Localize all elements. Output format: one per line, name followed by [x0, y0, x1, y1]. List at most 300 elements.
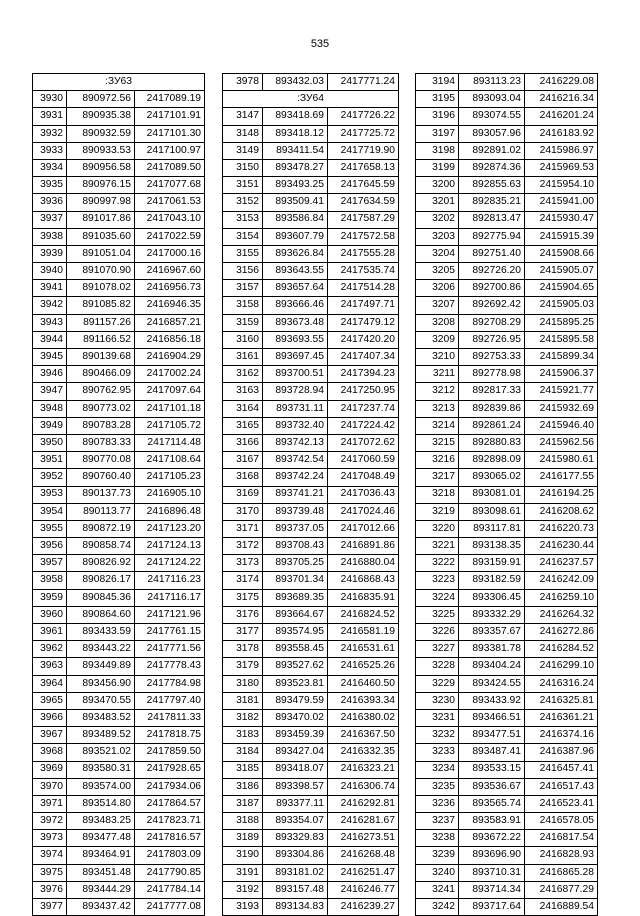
point-number-cell: 3966 [33, 709, 67, 726]
table-row [416, 881, 598, 898]
x-coordinate-cell: 893574.95 [263, 624, 328, 641]
point-number-cell: 3170 [223, 503, 263, 520]
point-number-cell: 3165 [223, 417, 263, 434]
x-coordinate-cell: 893470.02 [263, 709, 328, 726]
x-coordinate-cell: 893377.11 [263, 795, 328, 812]
table-row [223, 452, 399, 469]
y-coordinate-cell: 2417108.64 [135, 452, 205, 469]
point-number-cell: 3235 [416, 778, 459, 795]
x-coordinate-cell: 893477.51 [459, 727, 525, 744]
point-number-cell: 3176 [223, 606, 263, 623]
x-coordinate-cell: 893466.51 [459, 709, 525, 726]
x-coordinate-cell: 890113.77 [67, 503, 135, 520]
table-row [223, 744, 399, 761]
point-number-cell: 3938 [33, 228, 67, 245]
point-number-cell: 3963 [33, 658, 67, 675]
point-number-cell: 3959 [33, 589, 67, 606]
point-number-cell: 3970 [33, 778, 67, 795]
table-row [33, 606, 205, 623]
table-row [33, 383, 205, 400]
table-row [223, 383, 399, 400]
point-number-cell: 3202 [416, 211, 459, 228]
table-row [416, 297, 598, 314]
y-coordinate-cell: 2417816.57 [135, 830, 205, 847]
point-number-cell: 3209 [416, 331, 459, 348]
y-coordinate-cell: 2416460.50 [328, 675, 399, 692]
y-coordinate-cell: 2416268.48 [328, 847, 399, 864]
point-number-cell: 3237 [416, 813, 459, 830]
point-number-cell: 3951 [33, 452, 67, 469]
y-coordinate-cell: 2417479.12 [328, 314, 399, 331]
x-coordinate-cell: 891051.04 [67, 245, 135, 262]
y-coordinate-cell: 2417818.75 [135, 727, 205, 744]
x-coordinate-cell: 893451.48 [67, 864, 135, 881]
x-coordinate-cell: 893742.54 [263, 452, 328, 469]
x-coordinate-cell: 893705.25 [263, 555, 328, 572]
y-coordinate-cell: 2417089.19 [135, 91, 205, 108]
y-coordinate-cell: 2416259.10 [525, 589, 598, 606]
table-row [223, 572, 399, 589]
point-number-cell: 3196 [416, 108, 459, 125]
table-row [223, 692, 399, 709]
x-coordinate-cell: 893332.29 [459, 606, 525, 623]
point-number-cell: 3169 [223, 486, 263, 503]
y-coordinate-cell: 2417514.28 [328, 280, 399, 297]
table-row [416, 709, 598, 726]
table-row [33, 813, 205, 830]
table-row [223, 159, 399, 176]
y-coordinate-cell: 2417726.22 [328, 108, 399, 125]
point-number-cell: 3217 [416, 469, 459, 486]
y-coordinate-cell: 2417864.57 [135, 795, 205, 812]
table-row [33, 692, 205, 709]
table-row [223, 830, 399, 847]
y-coordinate-cell: 2417777.08 [135, 899, 205, 916]
point-number-cell: 3960 [33, 606, 67, 623]
y-coordinate-cell: 2417224.42 [328, 417, 399, 434]
y-coordinate-cell: 2415905.07 [525, 263, 598, 280]
y-coordinate-cell: 2416220.73 [525, 520, 598, 537]
table-row [223, 400, 399, 417]
table-row [223, 125, 399, 142]
y-coordinate-cell: 2415946.40 [525, 417, 598, 434]
y-coordinate-cell: 2417000.16 [135, 245, 205, 262]
table-row [416, 727, 598, 744]
y-coordinate-cell: 2416367.50 [328, 727, 399, 744]
point-number-cell: 3207 [416, 297, 459, 314]
x-coordinate-cell: 890935.38 [67, 108, 135, 125]
table-row [33, 864, 205, 881]
y-coordinate-cell: 2416273.51 [328, 830, 399, 847]
x-coordinate-cell: 891085.82 [67, 297, 135, 314]
point-number-cell: 3204 [416, 245, 459, 262]
point-number-cell: 3179 [223, 658, 263, 675]
table-row [416, 228, 598, 245]
table-row [223, 675, 399, 692]
y-coordinate-cell: 2417124.22 [135, 555, 205, 572]
table-row [223, 177, 399, 194]
x-coordinate-cell: 893113.23 [459, 74, 525, 91]
y-coordinate-cell: 2415899.34 [525, 349, 598, 366]
y-coordinate-cell: 2416967.60 [135, 263, 205, 280]
point-number-cell: 3946 [33, 366, 67, 383]
x-coordinate-cell: 891035.60 [67, 228, 135, 245]
table-row [33, 400, 205, 417]
point-number-cell: 3210 [416, 349, 459, 366]
coordinates-table-2 [222, 73, 399, 916]
y-coordinate-cell: 2416828.93 [525, 847, 598, 864]
y-coordinate-cell: 2416904.29 [135, 349, 205, 366]
x-coordinate-cell: 893696.90 [459, 847, 525, 864]
point-number-cell: 3239 [416, 847, 459, 864]
table-row [416, 589, 598, 606]
x-coordinate-cell: 892839.86 [459, 400, 525, 417]
x-coordinate-cell: 893159.91 [459, 555, 525, 572]
table-row [223, 899, 399, 916]
point-number-cell: 3198 [416, 142, 459, 159]
point-number-cell: 3977 [33, 899, 67, 916]
y-coordinate-cell: 2417043.10 [135, 211, 205, 228]
table-row [223, 366, 399, 383]
x-coordinate-cell: 893580.31 [67, 761, 135, 778]
table-row [33, 452, 205, 469]
point-number-cell: 3156 [223, 263, 263, 280]
point-number-cell: 3212 [416, 383, 459, 400]
y-coordinate-cell: 2417077.68 [135, 177, 205, 194]
table-row [416, 847, 598, 864]
x-coordinate-cell: 893742.24 [263, 469, 328, 486]
point-number-cell: 3180 [223, 675, 263, 692]
x-coordinate-cell: 893443.22 [67, 641, 135, 658]
point-number-cell: 3241 [416, 881, 459, 898]
y-coordinate-cell: 2417572.58 [328, 228, 399, 245]
table-row [223, 709, 399, 726]
y-coordinate-cell: 2416306.74 [328, 778, 399, 795]
point-number-cell: 3192 [223, 881, 263, 898]
y-coordinate-cell: 2416272.86 [525, 624, 598, 641]
table-row [416, 503, 598, 520]
x-coordinate-cell: 891017.86 [67, 211, 135, 228]
table-row [223, 538, 399, 555]
y-coordinate-cell: 2415941.00 [525, 194, 598, 211]
point-number-cell: 3972 [33, 813, 67, 830]
table-row [33, 280, 205, 297]
x-coordinate-cell: 893398.57 [263, 778, 328, 795]
x-coordinate-cell: 892751.40 [459, 245, 525, 262]
y-coordinate-cell: 2417394.23 [328, 366, 399, 383]
table-row [33, 434, 205, 451]
point-number-cell: 3940 [33, 263, 67, 280]
point-number-cell: 3944 [33, 331, 67, 348]
table-row [416, 417, 598, 434]
x-coordinate-cell: 893708.43 [263, 538, 328, 555]
table-row [33, 245, 205, 262]
table-row [223, 795, 399, 812]
x-coordinate-cell: 892775.94 [459, 228, 525, 245]
x-coordinate-cell: 893493.25 [263, 177, 328, 194]
x-coordinate-cell: 893487.41 [459, 744, 525, 761]
y-coordinate-cell: 2415906.37 [525, 366, 598, 383]
point-number-cell: 3230 [416, 692, 459, 709]
y-coordinate-cell: 2417797.40 [135, 692, 205, 709]
point-number-cell: 3181 [223, 692, 263, 709]
x-coordinate-cell: 890760.40 [67, 469, 135, 486]
point-number-cell: 3218 [416, 486, 459, 503]
y-coordinate-cell: 2417101.18 [135, 400, 205, 417]
y-coordinate-cell: 2416856.18 [135, 331, 205, 348]
x-coordinate-cell: 890972.56 [67, 91, 135, 108]
table-row [416, 778, 598, 795]
y-coordinate-cell: 2416523.41 [525, 795, 598, 812]
x-coordinate-cell: 892708.29 [459, 314, 525, 331]
point-number-cell: 3936 [33, 194, 67, 211]
y-coordinate-cell: 2416525.26 [328, 658, 399, 675]
y-coordinate-cell: 2415986.97 [525, 142, 598, 159]
table-row [416, 486, 598, 503]
table-row [223, 228, 399, 245]
table-row [33, 520, 205, 537]
table-row [416, 434, 598, 451]
point-number-cell: 3175 [223, 589, 263, 606]
x-coordinate-cell: 893470.55 [67, 692, 135, 709]
table-row [416, 572, 598, 589]
y-coordinate-cell: 2417587.29 [328, 211, 399, 228]
table-row [416, 74, 598, 91]
x-coordinate-cell: 893065.02 [459, 469, 525, 486]
point-number-cell: 3231 [416, 709, 459, 726]
point-number-cell: 3943 [33, 314, 67, 331]
point-number-cell: 3968 [33, 744, 67, 761]
table-row [33, 228, 205, 245]
y-coordinate-cell: 2417823.71 [135, 813, 205, 830]
point-number-cell: 3930 [33, 91, 67, 108]
y-coordinate-cell: 2415895.58 [525, 331, 598, 348]
coordinates-table-1 [32, 73, 205, 916]
point-number-cell: 3974 [33, 847, 67, 864]
point-number-cell: 3157 [223, 280, 263, 297]
table-row [33, 177, 205, 194]
y-coordinate-cell: 2417658.13 [328, 159, 399, 176]
point-number-cell: 3228 [416, 658, 459, 675]
y-coordinate-cell: 2416380.02 [328, 709, 399, 726]
point-number-cell: 3236 [416, 795, 459, 812]
x-coordinate-cell: 893664.67 [263, 606, 328, 623]
table-row [33, 624, 205, 641]
table-row [223, 555, 399, 572]
point-number-cell: 3150 [223, 159, 263, 176]
x-coordinate-cell: 890783.28 [67, 417, 135, 434]
point-number-cell: 3213 [416, 400, 459, 417]
y-coordinate-cell: 2415895.25 [525, 314, 598, 331]
x-coordinate-cell: 893527.62 [263, 658, 328, 675]
table-row [33, 778, 205, 795]
point-number-cell: 3224 [416, 589, 459, 606]
table-row [33, 263, 205, 280]
x-coordinate-cell: 893459.39 [263, 727, 328, 744]
x-coordinate-cell: 890139.68 [67, 349, 135, 366]
point-number-cell: 3932 [33, 125, 67, 142]
table-row [33, 194, 205, 211]
y-coordinate-cell: 2416332.35 [328, 744, 399, 761]
point-number-cell: 3232 [416, 727, 459, 744]
point-number-cell: 3189 [223, 830, 263, 847]
coordinates-table-3 [415, 73, 598, 916]
y-coordinate-cell: 2416299.10 [525, 658, 598, 675]
x-coordinate-cell: 893117.81 [459, 520, 525, 537]
table-row [223, 847, 399, 864]
point-number-cell: 3163 [223, 383, 263, 400]
x-coordinate-cell: 893134.83 [263, 899, 328, 916]
x-coordinate-cell: 893182.59 [459, 572, 525, 589]
y-coordinate-cell: 2415921.77 [525, 383, 598, 400]
y-coordinate-cell: 2416905.10 [135, 486, 205, 503]
point-number-cell: 3957 [33, 555, 67, 572]
y-coordinate-cell: 2416239.27 [328, 899, 399, 916]
x-coordinate-cell: 893565.74 [459, 795, 525, 812]
table-row [33, 830, 205, 847]
table-row [33, 589, 205, 606]
table-row [223, 108, 399, 125]
y-coordinate-cell: 2417072.62 [328, 434, 399, 451]
point-number-cell: 3222 [416, 555, 459, 572]
table-row [416, 108, 598, 125]
x-coordinate-cell: 893357.67 [459, 624, 525, 641]
table-row [223, 486, 399, 503]
x-coordinate-cell: 892692.42 [459, 297, 525, 314]
y-coordinate-cell: 2417121.96 [135, 606, 205, 623]
y-coordinate-cell: 2416889.54 [525, 899, 598, 916]
table-row [33, 314, 205, 331]
y-coordinate-cell: 2417061.53 [135, 194, 205, 211]
x-coordinate-cell: 891070.90 [67, 263, 135, 280]
point-number-cell: 3971 [33, 795, 67, 812]
y-coordinate-cell: 2417105.23 [135, 469, 205, 486]
point-number-cell: 3958 [33, 572, 67, 589]
table-row [416, 142, 598, 159]
y-coordinate-cell: 2417420.20 [328, 331, 399, 348]
table-row [223, 761, 399, 778]
table-row [33, 641, 205, 658]
y-coordinate-cell: 2417101.30 [135, 125, 205, 142]
point-number-cell: 3159 [223, 314, 263, 331]
table-row [416, 245, 598, 262]
y-coordinate-cell: 2417116.23 [135, 572, 205, 589]
y-coordinate-cell: 2417036.43 [328, 486, 399, 503]
x-coordinate-cell: 893381.78 [459, 641, 525, 658]
table-row [223, 881, 399, 898]
x-coordinate-cell: 893689.35 [263, 589, 328, 606]
x-coordinate-cell: 892753.33 [459, 349, 525, 366]
table-row [223, 727, 399, 744]
y-coordinate-cell: 2416325.81 [525, 692, 598, 709]
x-coordinate-cell: 890864.60 [67, 606, 135, 623]
x-coordinate-cell: 893478.27 [263, 159, 328, 176]
x-coordinate-cell: 893093.04 [459, 91, 525, 108]
y-coordinate-cell: 2417060.59 [328, 452, 399, 469]
table-row [223, 142, 399, 159]
table-row [223, 813, 399, 830]
table-row [223, 589, 399, 606]
point-number-cell: 3178 [223, 641, 263, 658]
y-coordinate-cell: 2416387.96 [525, 744, 598, 761]
y-coordinate-cell: 2417123.20 [135, 520, 205, 537]
x-coordinate-cell: 893354.07 [263, 813, 328, 830]
y-coordinate-cell: 2417089.50 [135, 159, 205, 176]
table-row [223, 263, 399, 280]
table-row [33, 503, 205, 520]
x-coordinate-cell: 893081.01 [459, 486, 525, 503]
table-row [223, 314, 399, 331]
y-coordinate-cell: 2417771.24 [328, 74, 399, 91]
y-coordinate-cell: 2417934.06 [135, 778, 205, 795]
point-number-cell: 3190 [223, 847, 263, 864]
point-number-cell: 3229 [416, 675, 459, 692]
x-coordinate-cell: 892861.24 [459, 417, 525, 434]
table-row [33, 159, 205, 176]
y-coordinate-cell: 2416868.43 [328, 572, 399, 589]
point-number-cell: 3195 [416, 91, 459, 108]
y-coordinate-cell: 2415969.53 [525, 159, 598, 176]
point-number-cell: 3965 [33, 692, 67, 709]
y-coordinate-cell: 2416531.61 [328, 641, 399, 658]
point-number-cell: 3147 [223, 108, 263, 125]
point-number-cell: 3174 [223, 572, 263, 589]
y-coordinate-cell: 2417097.64 [135, 383, 205, 400]
table-row [223, 624, 399, 641]
table-row [416, 624, 598, 641]
y-coordinate-cell: 2416251.47 [328, 864, 399, 881]
table-row [223, 503, 399, 520]
point-number-cell: 3206 [416, 280, 459, 297]
y-coordinate-cell: 2417114.48 [135, 434, 205, 451]
x-coordinate-cell: 893489.52 [67, 727, 135, 744]
x-coordinate-cell: 890845.36 [67, 589, 135, 606]
point-number-cell: 3215 [416, 434, 459, 451]
table-row [223, 331, 399, 348]
point-number-cell: 3942 [33, 297, 67, 314]
y-coordinate-cell: 2416877.29 [525, 881, 598, 898]
point-number-cell: 3950 [33, 434, 67, 451]
point-number-cell: 3184 [223, 744, 263, 761]
point-number-cell: 3187 [223, 795, 263, 812]
table-row [223, 469, 399, 486]
table-row [33, 675, 205, 692]
y-coordinate-cell: 2417811.33 [135, 709, 205, 726]
y-coordinate-cell: 2417101.91 [135, 108, 205, 125]
point-number-cell: 3242 [416, 899, 459, 916]
section-header-row [33, 74, 205, 91]
x-coordinate-cell: 893741.21 [263, 486, 328, 503]
y-coordinate-cell: 2416361.21 [525, 709, 598, 726]
x-coordinate-cell: 893666.46 [263, 297, 328, 314]
y-coordinate-cell: 2417024.46 [328, 503, 399, 520]
x-coordinate-cell: 893574.00 [67, 778, 135, 795]
table-row [416, 692, 598, 709]
table-row [33, 91, 205, 108]
table-row [416, 349, 598, 366]
table-row [33, 899, 205, 916]
y-coordinate-cell: 2416457.41 [525, 761, 598, 778]
y-coordinate-cell: 2417634.59 [328, 194, 399, 211]
x-coordinate-cell: 893157.48 [263, 881, 328, 898]
x-coordinate-cell: 893710.31 [459, 864, 525, 881]
x-coordinate-cell: 893586.84 [263, 211, 328, 228]
table-row [223, 778, 399, 795]
x-coordinate-cell: 893739.48 [263, 503, 328, 520]
x-coordinate-cell: 893728.94 [263, 383, 328, 400]
table-row [416, 658, 598, 675]
point-number-cell: 3186 [223, 778, 263, 795]
